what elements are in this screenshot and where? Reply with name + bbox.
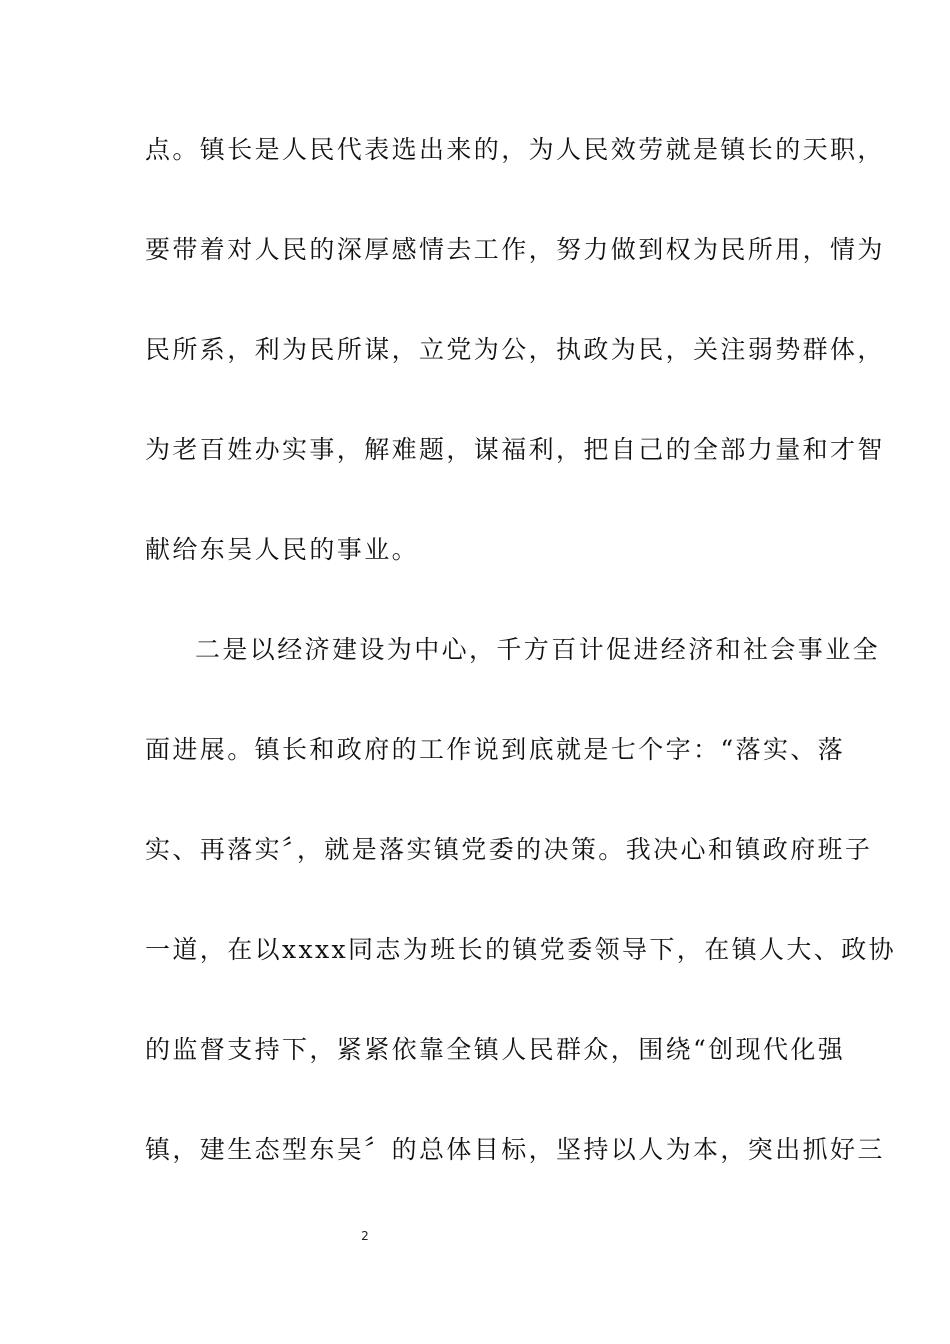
text-line: 献给东吴人民的事业。	[145, 535, 420, 564]
text-line: 的监督支持下，紧紧依靠全镇人民群众，围绕“创现代化强	[145, 1035, 846, 1064]
text-line: 民所系，利为民所谋，立党为公，执政为民，关注弱势群体，	[145, 335, 885, 364]
text-line: 一道，在以xxxx同志为班长的镇党委领导下，在镇人大、政协	[145, 935, 896, 964]
text-line: 面进展。镇长和政府的工作说到底就是七个字：“落实、落	[145, 735, 846, 764]
text-line: 要带着对人民的深厚感情去工作，努力做到权为民所用，情为	[145, 235, 885, 264]
text-line: 点。镇长是人民代表选出来的，为人民效劳就是镇长的天职，	[145, 135, 885, 164]
page-number: 2	[361, 1229, 369, 1243]
text-line: 实、再落实〞，就是落实镇党委的决策。我决心和镇政府班子	[145, 835, 873, 864]
paragraph-first-line: 二是以经济建设为中心，千方百计促进经济和社会事业全	[195, 635, 881, 664]
text-line: 为老百姓办实事，解难题，谋福利，把自己的全部力量和才智	[145, 435, 885, 464]
text-line: 镇，建生态型东吴〞的总体目标，坚持以人为本，突出抓好三	[145, 1135, 885, 1164]
